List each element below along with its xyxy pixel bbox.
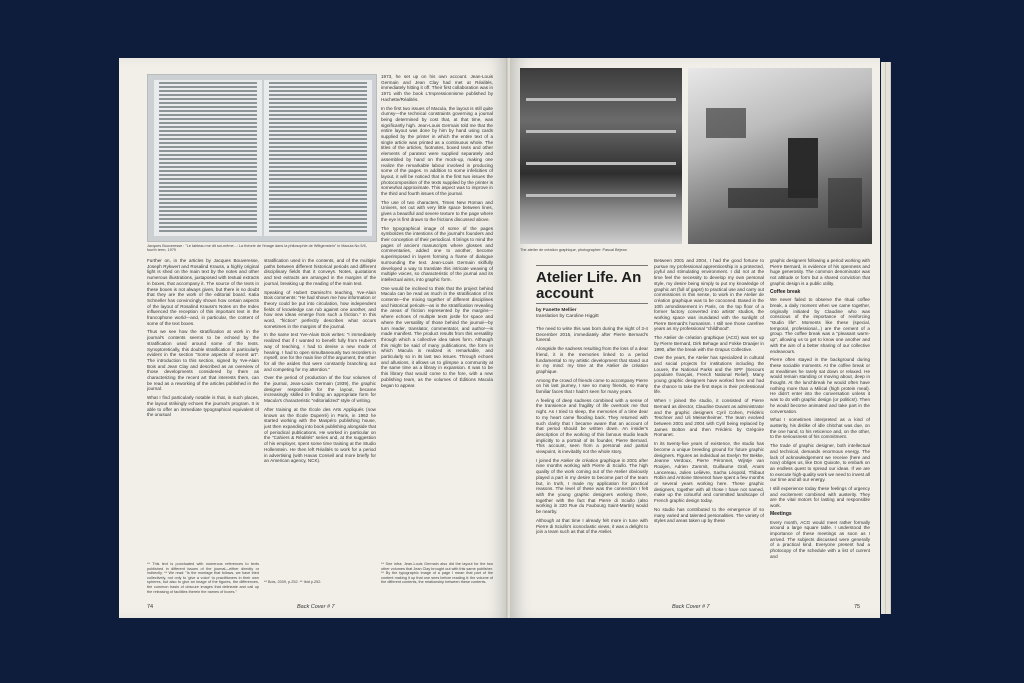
paragraph: What I sometimes interpreted as a kind of austerity, his dislike of idle chitchat was due, on the one hand, to his reticence and, on the other, to the seriousness of his commitment. [770, 417, 870, 440]
left-col2 [264, 258, 376, 558]
photo-caption: The atelier de création graphique, photographer: Pascal Béjean [520, 248, 627, 252]
paragraph: No studio has contributed to the emergence of so many varied and talented personalities. The variety of styles and areas taken up by these [654, 506, 764, 524]
paragraph: Over the period of production of the four volumes of the journal, Jean-Louis Germain (1939), the graphic designer responsible for the layout, became increasingly skilled in finding an appropriate form for Macula's characteristic "editorialized" style of writing. [264, 375, 376, 404]
paragraph: Although at that time I already felt more in tune with Pierre di Sciullo's iconoclastic views, it was a delight to join a team such as that of the Atelier. [536, 517, 648, 535]
paragraph: Alongside the sadness resulting from the loss of a dear friend, it is the memories linked to a period fundamental to my artistic development that stand out in my mind: my time at the Atelier de création graphique. [536, 346, 648, 374]
paragraph: The need to write this was born during the night of 3-4 December 2015, immediately after Pierre Bernard's funeral. [536, 326, 648, 343]
title-rule [536, 265, 648, 266]
paragraph: One would be inclined to think that the project behind Macula can be read as much in the stratification of its contents—the mixing together of different disciplines and historical periods—as in the stratification revealing the areas of friction represented by the margins—where echoes of multiple texts jostle for space and where the versatility of those behind the journal—by turn reader, translator, commentator, and author—is made manifest. The product results from this versatility through which a collective idea takes form. Although this might be said of many publications, the form in which Macula is realized is remarkable, and particularly so in its last two issues. Through echoes and allusions, it allows us to glimpse a community at the same time as a library in expansion. It was to be this library that would come to the fore, with a new publishing team, as the volumes of Éditions Macula began to appear. [381, 285, 493, 388]
paragraph: In the first two issues of Macula, the layout is still quite clumsy—the technical constraints governing a journal being determined by cost that, at that time, was significantly high. Jean-Louis Germain told me that the entire layout was done by him by hand using cards supplied by the printer in which the entire text of a single article was printed as a continuous whole. The titles of the articles, footnotes, boxed texts and other elements of paratext were supplied separately and assembled by hand on the mock-up, making one realize the remarkable labour involved in producing some of the pages. In addition to some infelicities of layout, it will be noticed that in the first two issues the photocomposition of the texts supplied by the printer is somewhat approximate. This aspect was to improve in the third and fourth issues of the journal. [381, 105, 493, 197]
section-heading-coffee: Coffee break [770, 288, 801, 295]
reproduced-journal-pages-image [147, 74, 377, 242]
running-footer: Back Cover # 7 [672, 604, 710, 610]
paragraph: A feeling of deep sadness combined with a sense of the transience and fragility of life overtook me that night. As I tried to sleep, the memories of a time dear to my heart came flooding back. They returned with such clarity that I became aware that an account of that period should be written down. An insider's description of the working of this famous studio leads implicitly to a portrait of its founder, Pierre Bernard. This account, seen from a personal and partial viewpoint, is inevitably not the whole story. [536, 397, 648, 455]
paragraph: Over the years, the Atelier has specialized in cultural and social projects for institutions including the Louvre, the National Parks and the SPF (Secours populaire français, French National Relief). Many young graphic designers have worked here and had the chance to take the first steps in their professional life. [654, 355, 764, 395]
left-col3-notes: ** See infra: Jean-Louis Germain also did the layout for the two other volumes that Jean Clay brought out with this same publisher. ** By the typographic image of a page I mean that part of the content making it up that one sees before reading it: the volume of the different contents, the relationship between these contents. [381, 562, 493, 585]
paragraph: 1973, he set up on his own account. Jean-Louis Germain and Jean Clay had met at Réalités, immediately hitting it off. Their first collaboration was in 1971 with the book L'Impressionnisme published by Hachette/Réalités. [381, 74, 493, 102]
paragraph: We never failed to observe the ritual coffee break, a daily moment when we came together, originally initiated by Claudine who was conscious of the importance of reinforcing "studio life". Moments like these (special, temporal, professional...) are the cement of a group. The coffee break was a "pleasant warm-up", allowing us to get to know one another and with the aim of a better sharing of our collective endeavours. [770, 297, 870, 354]
studio-shelves-photo [520, 68, 682, 244]
right-col2 [654, 258, 764, 598]
right-col3 [770, 258, 870, 598]
right-col1 [536, 326, 648, 598]
left-page [119, 58, 508, 618]
paragraph: Pierre often stayed in the background during these sociable moments. At the coffee break or at mealtimes he rarely sat down or relaxed. He would remain standing or moving about, deep in thought. At the lunchbreak he would often have nothing more than a Milical (high protein meal). He didn't enter into the conversation unless it was to do with graphic design (or politics!). Then he would become animated and take part in the conversation. [770, 357, 870, 414]
section-heading-meetings: Meetings [770, 510, 792, 517]
paragraph: When I joined the studio, it consisted of Pierre Bernard as director, Claudine Duvant as administrator and the graphic designers Cyril Cohen, Frédéric Teschner and Uli Meisenheimer. The team evolved between 2001 and 2004 with Cyril being replaced by James Bolton and then Frédéric by Grégoire Romanet. [654, 398, 764, 438]
left-col3 [381, 74, 493, 558]
paragraph: In its twenty-five years of existence, the studio has become a unique breeding ground for future graphic designers. Figures as individual as Evelyn Ter Bekke, Jeanne Verdoux, Pierre Péronnet, Wijntje van Rooijen, Adrien Zammit, Guillaume Grall, Anaïs Lancereau, Julien Lelièvre, Sacha Léopold, Thibaut Robin and Antoine Stevenot have spent a few months or several years working here. These graphic designers, together with all those I have not named, make up the colourful and committed landscape of French graphic design today. [654, 441, 764, 504]
paragraph: After training at the École des Arts Appliqués (now known as the École Duperré) in Paris, in 1962 he started working with the Maspéro publishing house, just then expanding into book publishing alongside that of periodical publications. He worked in particular on the "Cahiers & Réalités" series and, at the suggestion of his employer, spent some time training at the Studio Hollenstein. He then left Réalités to work for a period in advertising (with Havas Conseil and more briefly for an American agency, NCK). [264, 406, 376, 464]
paragraph: Further on, in the articles by Jacques Bouveresse, Joseph Rykwert and Rosalind Krauss, a highly original light is shed on the main text by the notes and other numerous illustrations, juxtaposed with textual extracts in boxes, that accompany it. The source of the texts in these boxes is not always given, but there is no doubt that they are the work of the editorial board. Katia Schneller has convincingly shown how certain aspects of the layout of Rosalind Krauss's Notes on the Index influenced the reception of this important text in the francophone world—and, in particular, the content of some of the text boxes. [147, 258, 259, 326]
magazine-spread [119, 58, 892, 618]
paragraph: Every month, ACG would meet rather formally around a large square table. I understood the importance of these meetings as soon as I arrived. The subjects discussed were generally of a practical kind. Everyone present had a photocopy of the schedule with a list of current and [770, 519, 870, 559]
paragraph: I still experience today these feelings of urgency and excitement combined with austerity. They are the vital motors for lasting and responsible work. [770, 486, 870, 509]
image-caption: Jacques Bouveresse : "Le tableau me dit soi-même...: La théorie de l'image dans la philosophie de Wittgenstein" in Macula No 5/6, fourth term, 1979 [147, 244, 367, 253]
paragraph: I joined the Atelier de création graphique in 2001 after nine months working with Pierre di Sciullo. The high quality of the work coming out of the Atelier obviously played a part in my desire to become part of the team but, in truth, I made my application for practical reasons. The level of these was the connection I felt with the young graphic designers working there, together with the fact that Pierre di Sciullo (also working in 220 Rue du Faubourg Saint-Martin) would be nearby. [536, 457, 648, 515]
scan-left-page [154, 80, 262, 236]
paragraph: The Atelier de création graphique (ACG) was set up by Pierre Bernard, Dirk Behage and Fokke Draaijer in 1990, after the break with the Grapus Collective. [654, 335, 764, 352]
right-page [510, 58, 880, 618]
paragraph: Speaking of Hubert Damisch's teaching, Yve-Alain Bois comments: "He had shown me how information or theory could be put into circulation, how independent fields of knowledge can rub against one another, and how new ideas emerge from such a friction." In this word, "friction" perfectly describes what occurs sometimes in the margins of the journal. [264, 289, 376, 329]
paragraph: stratification used in the contents, and of the multiple paths between different historical periods and different disciplinary fields that it conveys. Notes, quotations and text extracts are arranged in the margins of the journal, breaking up the reading of the main text. [264, 258, 376, 286]
paragraph: graphic designers following a period working with Pierre Bernard, is evidence of his openness and huge generosity. The common denominator was not attitude or form but a shared conviction that graphic design is a public utility. [770, 258, 870, 286]
running-footer: Back Cover # 7 [297, 604, 335, 610]
paragraph: Thus we see how the stratification at work in the journal's contents seems to be echoed by the stratification used around some of the texts. Synoptoretically, this double stratification is particularly evident in the section "Some aspects of recent art". The introduction to this section, signed by Yve-Alain Bois and Jean Clay and described as an overview of those developments considered by them as characterizing the recent art that interests them, can be read as a reworking of the articles published in the journal. [147, 329, 259, 392]
title-rule [536, 303, 648, 304]
page-edge [886, 62, 891, 614]
author: by Fanette Mellier [536, 308, 577, 313]
paragraph: The use of two characters, Times New Roman and Univers, set out with very little space between lines, gives a beautiful and severe texture to the page where the eye is first drawn to the frictions discussed above. [381, 199, 493, 222]
left-col1-notes: ** This text is punctuated with numerous references to texts published in different issues of the journal—either directly or indirectly. ** We read: "Is the montage that follows, we have tried collectively, not only to 'give a voice' to practitioners in their own spheres, but also to give an image of the figures, the differences, the common basis of obscure images that delineate and call up the releasing of facilities therein the names of boxes." [147, 562, 259, 594]
paragraph: Between 2001 and 2004, I had the good fortune to pursue my professional apprenticeship in a protected, joyful and stimulating environment. I did not at the time feel the necessity to develop my own personal style, my desire being simply to put my knowledge of graphic art (full of gaps!) to practical use and carry out commissions in this sense, to work in the Atelier de création graphique was to be cocooned. Based in the 10th arrondissement in Paris, on the top floor of a former factory converted into artists' studios, the working space was inundated with the sunlight of Pierre Bernard's humanism. I still see those carefree years as my professional "childhood". [654, 258, 764, 332]
paragraph: What I find particularly notable is that, in such places, the layout strikingly echoes the journal's program. It is able to offer an immediate typographical equivalent of the unusual [147, 395, 259, 418]
paragraph: Among the crowd of friends come to accompany Pierre on his last journey, I see so many friends, so many familiar faces that I hadn't seen for many years. [536, 377, 648, 395]
page-number: 75 [854, 604, 861, 610]
translator: translation by Caroline Higgitt [536, 314, 599, 319]
page-number: 74 [147, 604, 154, 610]
scan-right-page [264, 80, 372, 236]
paragraph: The trade of graphic designer, both intellectual and technical, demands enormous energy. The lack of acknowledgement we receive (here and now) obliges us, like Don Quixote, to embark on an endless quest to spread our ideas. If we are to execute high-quality work we need to invest all our time and all our energy. [770, 443, 870, 483]
article-title: Atelier Life. An account [536, 269, 642, 302]
left-col1 [147, 258, 259, 558]
paragraph: The typographical image of some of the pages symbolizes the intentions of the journal's founders and their conception of their periodical. It brings to mind the pages of ancient manuscripts where glosses and commentaries, added one to another, become superimposed in layers forming a frame of dialogue surrounding the text. Jean-Louis Germain skilfully developed a way to translate this intricate weaving of multiple voices, so characteristic of the journal and its intellectual aims, into graphic form. [381, 225, 493, 282]
byline [536, 308, 599, 320]
studio-desk-photo [688, 68, 872, 244]
paragraph: In the same text Yve-Alain Bois writes: "I immediately realized that if I wanted to benefit fully from Hubert's way of teaching, I had to devise a new mode of hearing. I had to open simultaneously two recorders in myself, one for the main line of the argument, the other for all the asides that were constantly branching out and competing for my attention." [264, 332, 376, 372]
left-col2-notes: ** Bois, 2009, p.252. ** Ibid p.252. [264, 580, 322, 584]
